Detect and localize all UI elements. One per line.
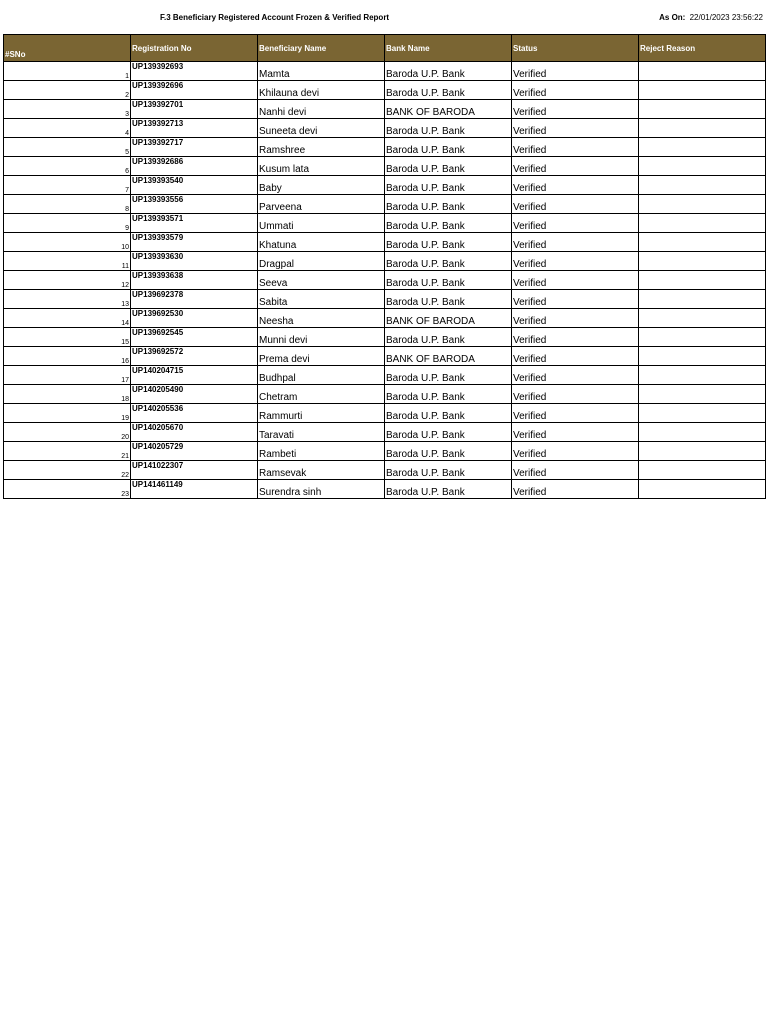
header-row [4,35,766,62]
cell-bank-name: Baroda U.P. Bank [385,252,512,271]
cell-registration-no: UP141022307 [131,461,258,480]
cell-sno: 16 [4,347,131,366]
cell-reject-reason [639,62,766,81]
cell-registration-no: UP140205670 [131,423,258,442]
cell-sno: 2 [4,81,131,100]
cell-reject-reason [639,271,766,290]
cell-status: Verified [512,480,639,499]
column-header-sno: #SNo [4,35,131,62]
cell-sno: 22 [4,461,131,480]
cell-registration-no: UP139692378 [131,290,258,309]
cell-bank-name: Baroda U.P. Bank [385,176,512,195]
cell-sno: 3 [4,100,131,119]
cell-status: Verified [512,328,639,347]
cell-registration-no: UP139392696 [131,81,258,100]
table-row [4,176,766,195]
cell-sno: 15 [4,328,131,347]
cell-bank-name: Baroda U.P. Bank [385,62,512,81]
cell-registration-no: UP141461149 [131,480,258,499]
cell-registration-no: UP139392717 [131,138,258,157]
table-row [4,271,766,290]
cell-status: Verified [512,271,639,290]
cell-reject-reason [639,480,766,499]
cell-beneficiary-name: Suneeta devi [258,119,385,138]
cell-reject-reason [639,461,766,480]
cell-bank-name: Baroda U.P. Bank [385,271,512,290]
cell-registration-no: UP139692572 [131,347,258,366]
cell-status: Verified [512,252,639,271]
cell-reject-reason [639,81,766,100]
cell-sno: 1 [4,62,131,81]
cell-status: Verified [512,176,639,195]
cell-bank-name: Baroda U.P. Bank [385,157,512,176]
table-row [4,385,766,404]
cell-reject-reason [639,252,766,271]
cell-status: Verified [512,195,639,214]
cell-beneficiary-name: Dragpal [258,252,385,271]
report-title: F.3 Beneficiary Registered Account Frozen & Verified Report [160,13,390,22]
cell-reject-reason [639,442,766,461]
cell-beneficiary-name: Seeva [258,271,385,290]
cell-beneficiary-name: Taravati [258,423,385,442]
cell-sno: 10 [4,233,131,252]
cell-reject-reason [639,385,766,404]
table-body [4,62,766,499]
cell-registration-no: UP140205729 [131,442,258,461]
table-row [4,290,766,309]
cell-reject-reason [639,119,766,138]
cell-bank-name: Baroda U.P. Bank [385,442,512,461]
as-on-value: 22/01/2023 23:56:22 [689,13,763,22]
cell-status: Verified [512,290,639,309]
cell-bank-name: BANK OF BARODA [385,100,512,119]
cell-beneficiary-name: Chetram [258,385,385,404]
table-row [4,480,766,499]
cell-sno: 21 [4,442,131,461]
cell-beneficiary-name: Kusum lata [258,157,385,176]
cell-status: Verified [512,347,639,366]
cell-registration-no: UP139392713 [131,119,258,138]
cell-reject-reason [639,423,766,442]
cell-status: Verified [512,423,639,442]
cell-registration-no: UP139393556 [131,195,258,214]
table-row [4,461,766,480]
cell-sno: 7 [4,176,131,195]
cell-status: Verified [512,100,639,119]
cell-status: Verified [512,81,639,100]
table-row [4,81,766,100]
cell-bank-name: Baroda U.P. Bank [385,480,512,499]
cell-beneficiary-name: Ramsevak [258,461,385,480]
cell-bank-name: Baroda U.P. Bank [385,138,512,157]
cell-registration-no: UP139393630 [131,252,258,271]
cell-reject-reason [639,309,766,328]
cell-beneficiary-name: Prema devi [258,347,385,366]
cell-sno: 23 [4,480,131,499]
table-row [4,252,766,271]
cell-beneficiary-name: Budhpal [258,366,385,385]
cell-sno: 19 [4,404,131,423]
cell-status: Verified [512,461,639,480]
table-row [4,195,766,214]
table-row [4,62,766,81]
column-header-reject-reason: Reject Reason [639,35,766,62]
cell-reject-reason [639,195,766,214]
cell-status: Verified [512,138,639,157]
cell-bank-name: BANK OF BARODA [385,347,512,366]
table-row [4,442,766,461]
cell-registration-no: UP139392686 [131,157,258,176]
cell-sno: 20 [4,423,131,442]
cell-bank-name: Baroda U.P. Bank [385,195,512,214]
cell-status: Verified [512,442,639,461]
cell-reject-reason [639,366,766,385]
cell-bank-name: BANK OF BARODA [385,309,512,328]
cell-beneficiary-name: Munni devi [258,328,385,347]
cell-status: Verified [512,233,639,252]
cell-bank-name: Baroda U.P. Bank [385,461,512,480]
table-row [4,366,766,385]
cell-reject-reason [639,138,766,157]
cell-bank-name: Baroda U.P. Bank [385,328,512,347]
cell-registration-no: UP140205490 [131,385,258,404]
cell-sno: 18 [4,385,131,404]
table-row [4,138,766,157]
cell-beneficiary-name: Rambeti [258,442,385,461]
cell-reject-reason [639,214,766,233]
column-header-registration-no: Registration No [131,35,258,62]
cell-sno: 9 [4,214,131,233]
cell-beneficiary-name: Ramshree [258,138,385,157]
cell-beneficiary-name: Ummati [258,214,385,233]
cell-registration-no: UP139393638 [131,271,258,290]
cell-bank-name: Baroda U.P. Bank [385,81,512,100]
table-row [4,214,766,233]
column-header-bank-name: Bank Name [385,35,512,62]
report-header [0,0,768,34]
cell-status: Verified [512,385,639,404]
cell-beneficiary-name: Neesha [258,309,385,328]
cell-registration-no: UP139392701 [131,100,258,119]
column-header-status: Status [512,35,639,62]
cell-beneficiary-name: Mamta [258,62,385,81]
cell-reject-reason [639,347,766,366]
cell-status: Verified [512,119,639,138]
column-header-beneficiary-name: Beneficiary Name [258,35,385,62]
cell-beneficiary-name: Surendra sinh [258,480,385,499]
table-row [4,233,766,252]
cell-reject-reason [639,290,766,309]
cell-sno: 5 [4,138,131,157]
cell-registration-no: UP139393571 [131,214,258,233]
cell-bank-name: Baroda U.P. Bank [385,385,512,404]
cell-sno: 11 [4,252,131,271]
table-row [4,347,766,366]
cell-status: Verified [512,157,639,176]
cell-status: Verified [512,366,639,385]
cell-bank-name: Baroda U.P. Bank [385,290,512,309]
cell-beneficiary-name: Baby [258,176,385,195]
table-row [4,404,766,423]
cell-sno: 8 [4,195,131,214]
cell-bank-name: Baroda U.P. Bank [385,214,512,233]
cell-reject-reason [639,176,766,195]
report-timestamp [659,13,763,22]
table-row [4,119,766,138]
cell-bank-name: Baroda U.P. Bank [385,119,512,138]
cell-registration-no: UP139692530 [131,309,258,328]
cell-registration-no: UP139393579 [131,233,258,252]
cell-beneficiary-name: Nanhi devi [258,100,385,119]
cell-beneficiary-name: Parveena [258,195,385,214]
table-row [4,309,766,328]
cell-registration-no: UP139692545 [131,328,258,347]
cell-sno: 6 [4,157,131,176]
cell-reject-reason [639,157,766,176]
cell-beneficiary-name: Sabita [258,290,385,309]
cell-status: Verified [512,214,639,233]
beneficiary-table [3,34,766,499]
cell-reject-reason [639,404,766,423]
cell-reject-reason [639,328,766,347]
cell-status: Verified [512,62,639,81]
cell-reject-reason [639,100,766,119]
cell-bank-name: Baroda U.P. Bank [385,366,512,385]
cell-reject-reason [639,233,766,252]
cell-beneficiary-name: Khilauna devi [258,81,385,100]
cell-sno: 17 [4,366,131,385]
cell-registration-no: UP139393540 [131,176,258,195]
table-row [4,423,766,442]
cell-bank-name: Baroda U.P. Bank [385,233,512,252]
cell-bank-name: Baroda U.P. Bank [385,404,512,423]
cell-bank-name: Baroda U.P. Bank [385,423,512,442]
cell-status: Verified [512,404,639,423]
cell-status: Verified [512,309,639,328]
as-on-label: As On: [659,13,686,22]
table-row [4,328,766,347]
cell-sno: 14 [4,309,131,328]
cell-registration-no: UP139392693 [131,62,258,81]
table-header [4,35,766,62]
cell-beneficiary-name: Rammurti [258,404,385,423]
table-row [4,100,766,119]
table-row [4,157,766,176]
cell-beneficiary-name: Khatuna [258,233,385,252]
cell-registration-no: UP140204715 [131,366,258,385]
cell-sno: 4 [4,119,131,138]
cell-registration-no: UP140205536 [131,404,258,423]
cell-sno: 13 [4,290,131,309]
cell-sno: 12 [4,271,131,290]
